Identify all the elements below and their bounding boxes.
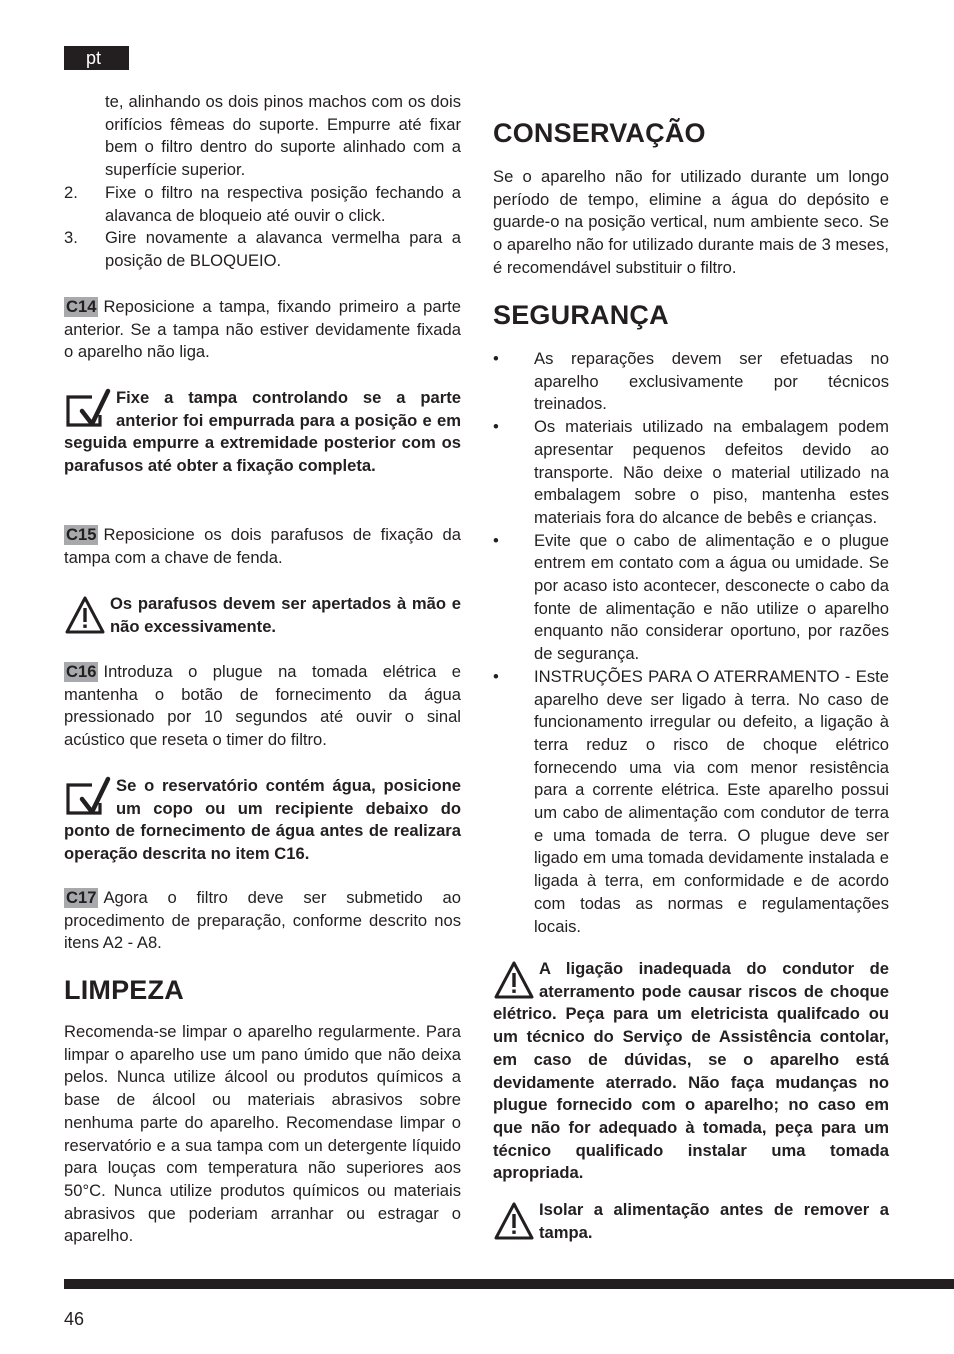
step-tag: C17 [66,888,97,907]
note-text: Fixe a tampa controlando se a parte anterior foi empurrada para a posição e em seguida empurre a extremidade posterior com os parafusos até obter a fixação completa. [64,388,461,476]
step-text: Fixe o filtro na respectiva posição fechando a alavanca de bloqueio até ouvir o click. [105,183,461,225]
step-1-continuation: te, alinhando os dois pinos machos com os dois orifícios fêmeas do suporte. Empurre até fixar bem o filtro dentro do suporte alinhado com a superfície superior. [105,92,461,180]
warning-text: Os parafusos devem ser apertados à mão e não excessivamente. [110,594,461,636]
warning-box-3 [493,1199,889,1244]
warning-triangle-icon [64,595,106,635]
list-item [493,416,889,530]
list-item-text: Evite que o cabo de alimentação e o plugue entrem em contato com a água ou umidade. Se por acaso isto acontecer, desconecte o cabo da fonte de alimentação e não utilize o aparelho enquanto não considerar oportuno, por razões de segurança. [534,530,889,664]
list-item [493,530,889,666]
step-c17 [64,887,461,955]
warning-triangle-icon [493,1201,535,1241]
safety-list [493,348,889,938]
bullet: • [493,530,499,550]
warning-text: A ligação inadequada do condutor de aterramento pode causar riscos de choque elétrico. Peça para um eletricista qualifcado ou um técnico do Serviço de Assistência contolar, em caso de dúvidas, se o aparelho está devidamente aterrado. Não faça mudanças no plugue fornecido com o aparelho; no caso em que não for adequado à tomada, peça para um técnico qualificado instalar uma tomada apropriada. [493,959,889,1183]
page-number: 46 [64,1309,85,1329]
step-c14 [64,296,461,364]
warning-box-2 [493,958,889,1185]
conservacao-text: Se o aparelho não for utilizado durante um longo período de tempo, elimine a água do depósito e guarde-o na posição vertical, num ambiente seco. Se o aparelho não for utilizado durante mais de 3 meses, é recomendável substituir o filtro. [493,167,889,277]
language-tab: pt [64,46,129,70]
bullet: • [493,417,499,437]
list-item [493,666,889,938]
note-box-2 [64,775,461,866]
limpeza-text: Recomenda-se limpar o aparelho regularmente. Para limpar o aparelho use um pano úmido que não deixa pelos. Nunca utilize álcool ou produtos químicos a base de álcool ou materiais abrasivos sobre nenhuma parte do aparelho. Recomendase limpar o reservatório e a sua tampa com un detergente líquido para louças com temperatura não superiores aos 50°C. Nunca utilize produtos químicos ou materiais abrasivos que poderiam arranhar ou estragar o aparelho. [64,1022,461,1246]
section-title-conservacao: CONSERVAÇÃO [493,118,706,148]
step-item [64,182,461,227]
list-item-text: INSTRUÇÕES PARA O ATERRAMENTO - Este aparelho deve ser ligado à terra. No caso de funcionamento irregular ou defeito, a ligação à terra reduz o risco de choque elétrico fornecendo uma via com menor resistência para a corrente elétrica. Este aparelho possui um cabo de alimentação com condutor de terra e uma tomada de terra. O plugue deve ser ligado em uma tomada devidamente instalada e ligada à terra, em conformidade e de acordo com todas as normas e regulamentações locais. [534,666,889,936]
list-item-text: As reparações devem ser efetuadas no aparelho exclusivamente por técnicos treinados. [534,349,889,414]
step-text: Gire novamente a alavanca vermelha para a posição de BLOQUEIO. [105,228,461,271]
section-title-limpeza: LIMPEZA [64,975,184,1005]
footer-rule [64,1279,954,1289]
list-item-text: Os materiais utilizado na embalagem podem apresentar pequenos defeitos devido ao transporte. Não deixe o material utilizado na embalagem sobre o piso, mantenha estes materiais fora do alcance de bebês e crianças. [534,417,889,527]
warning-box-1 [64,593,461,638]
step-c17-text: Agora o filtro deve ser submetido ao procedimento de preparação, conforme descrito nos itens A2 - A8. [64,888,461,953]
step-number: 2. [64,183,78,202]
step-item [64,227,461,272]
step-tag: C14 [66,297,97,316]
checkbox-note-icon [64,387,114,431]
section-title-seguranca: SEGURANÇA [493,300,669,330]
note-box-1 [64,387,461,478]
list-item [493,348,889,416]
warning-text: Isolar a alimentação antes de remover a tampa. [539,1200,889,1242]
step-tag: C15 [66,525,97,544]
checkbox-note-icon [64,775,114,819]
step-c16-text: Introduza o plugue na tomada elétrica e mantenha o botão de fornecimento da água pressionado por 10 segundos até ouvir o sinal acústico que reseta o timer do filtro. [64,662,461,750]
step-number: 3. [64,228,78,248]
step-c16 [64,661,461,752]
step-c14-text: Reposicione a tampa, fixando primeiro a parte anterior. Se a tampa não estiver devidamente fixada o aparelho não liga. [64,297,461,362]
steps-list [64,182,461,273]
step-tag: C16 [66,662,97,681]
step-c15 [64,524,461,569]
warning-triangle-icon [493,960,535,1000]
step-c15-text: Reposicione os dois parafusos de fixação da tampa com a chave de fenda. [64,525,461,567]
bullet: • [493,349,499,368]
bullet: • [493,666,499,686]
note-text: Se o reservatório contém água, posicione um copo ou um recipiente debaixo do ponto de fornecimento de água antes de realizara operação descrita no item C16. [64,776,461,864]
